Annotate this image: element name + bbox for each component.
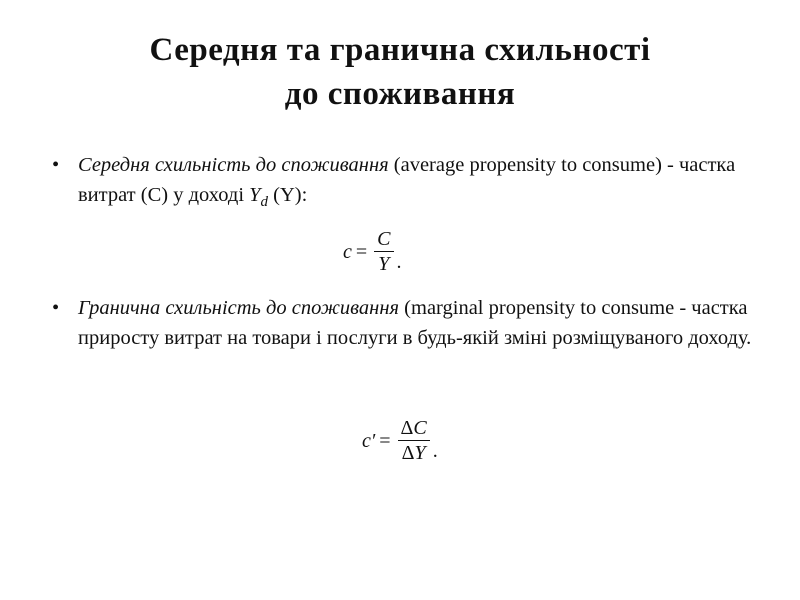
formula-lhs: c <box>343 240 352 263</box>
slide-title-line-2: до споживання <box>284 76 516 112</box>
fraction <box>398 417 430 464</box>
bullet-average-propensity <box>52 150 764 217</box>
fraction-denominator <box>399 441 429 464</box>
formula-lhs: c′ <box>362 429 376 452</box>
slide-title <box>0 28 800 116</box>
fraction-numerator: C <box>377 228 391 250</box>
fraction-denominator: Y <box>378 253 390 276</box>
bullet-marginal-propensity <box>52 293 764 353</box>
bullet-text <box>78 150 764 217</box>
bullet-description-end: (Y): <box>268 184 308 206</box>
fraction-numerator <box>398 417 430 440</box>
term-marginal-propensity: Гранична схильність до споживання <box>78 297 400 319</box>
delta-symbol: Δ <box>401 442 415 465</box>
formula-period: . <box>432 440 438 463</box>
slide-title-line-1: Середня та гранична схильності <box>149 32 651 68</box>
formula-equals: = <box>355 240 368 263</box>
var-subscript: d <box>260 194 269 210</box>
formula-marginal-propensity <box>362 417 438 464</box>
formula-equals: = <box>379 429 391 452</box>
bullet-text <box>78 293 764 353</box>
bullet-description: (marginal propensity to consume - частка приросту витрат на товари і послуги в будь-якій зміні розміщуваного доходу. <box>78 297 752 349</box>
numerator-var: C <box>413 417 427 439</box>
formula-average-propensity <box>343 228 402 275</box>
bullet-marker: • <box>52 154 60 176</box>
fraction <box>374 228 393 275</box>
term-average-propensity: Середня схильність до споживання <box>78 154 389 176</box>
bullet-description: (average propensity to consume) - частка витрат (C) у доході <box>78 154 736 206</box>
var-disposable-income: Y <box>249 184 261 206</box>
delta-symbol: Δ <box>400 417 414 439</box>
bullet-marker: • <box>52 297 60 319</box>
denominator-var: Y <box>414 442 426 465</box>
formula-period: . <box>396 251 402 274</box>
